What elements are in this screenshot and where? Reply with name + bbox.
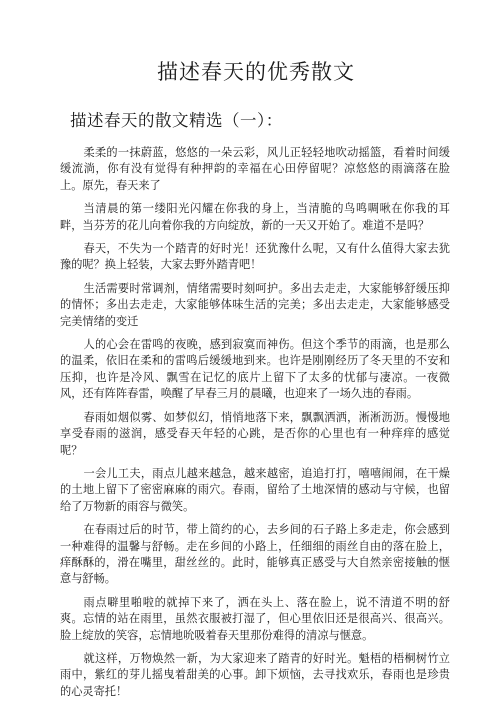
section-heading: 描述春天的散文精选（一）：	[70, 111, 283, 130]
paragraph-1: 柔柔的一抹蔚蓝，悠悠的一朵云彩，风儿正轻轻地吹动摇篮，看着时间缓缓流淌，你有没有觉得有种押韵的幸福在心田停留呢？凉悠悠的雨滴落在脸上。原先，春天来了	[60, 146, 450, 192]
paragraph-2: 当清晨的第一缕阳光闪耀在你我的身上，当清脆的鸟鸣啁啾在你我的耳畔，当芬芳的花儿向着你我的方向绽放，新的一天又开始了。难道不是吗？	[60, 202, 450, 232]
paragraph-4: 生活需要时常调剂，情绪需要时刻呵护。多出去走走，大家能够舒缓压抑的情怀；多出去走走，大家能够体味生活的完美；多出去走走，大家能够感受完美情绪的变迁	[60, 281, 450, 328]
document-title: 描述春天的优秀散文	[157, 60, 355, 84]
article-body	[60, 145, 450, 700]
paragraph-3: 春天，不失为一个踏青的好时光！还犹豫什么呢，又有什么值得大家去犹豫的呢？换上轻装，大家去野外踏青吧！	[60, 242, 450, 272]
paragraph-6: 春雨如烟似雾、如梦似幻，悄悄地落下来，飘飘洒洒，淅淅沥沥。慢慢地享受春雨的滋润，感受春天年轻的心跳，是否你的心里也有一种痒痒的感觉呢？	[60, 410, 450, 457]
paragraph-10: 就这样，万物焕然一新，为大家迎来了踏青的好时光。魁梧的梧桐树竹立雨中，紫红的芽儿摇曳着甜美的心事。卸下烦恼，去寻找欢乐，春雨也是珍贵的心灵寄托！	[60, 651, 450, 698]
paragraph-7: 一会儿工夫，雨点儿越来越急，越来越密，追追打打，嘻嘻闹闹，在干燥的土地上留下了密密麻麻的雨穴。春雨，留给了土地深情的感动与守候，也留给了万物新的雨容与微笑。	[60, 466, 450, 513]
paragraph-9: 雨点噼里啪啦的就掉下来了，洒在头上、落在脸上，说不清道不明的舒爽。忘情的站在雨里，虽然衣服被打湿了，但心里依旧还是很高兴、很高兴。脸上绽放的笑容，忘情地吮吸着春天里那份难得的清凉与惬意。	[60, 595, 450, 642]
paragraph-5: 人的心会在雷鸣的夜晚，感到寂寞而神伤。但这个季节的雨滴，也是那么的温柔，依旧在柔和的雷鸣后缓缓地到来。也许是刚刚经历了冬天里的不安和压抑，也许是冷风、飘雪在记忆的底片上留下了太多的忧郁与凄凉。一夜微风，还有阵阵春雷，唤醒了早春三月的晨曦，也迎来了一场久违的春雨。	[60, 338, 450, 401]
paragraph-8: 在春雨过后的时节，带上简约的心，去乡间的石子路上多走走，你会感到一种难得的温馨与舒畅。走在乡间的小路上，任细细的雨丝自由的落在脸上，痒酥酥的，滑在嘴里，甜丝丝的。此时，能够真正感受与大自然亲密接触的惬意与舒畅。	[60, 523, 450, 586]
